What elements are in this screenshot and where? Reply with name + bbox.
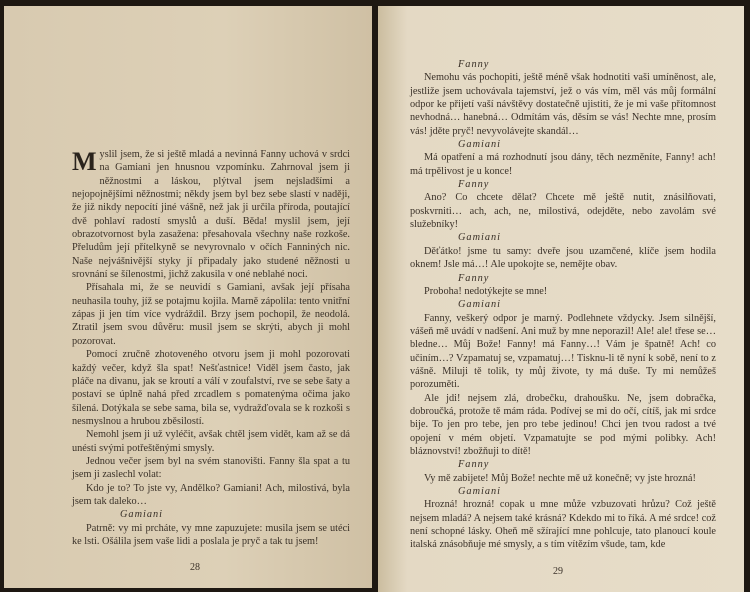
paragraph: Přísahala mi, že se neuvidí s Gamiani, avšak její přísaha neuhasila touhy, jíž se potajmu kojila. Marně zápolila: tento vnitřní zápas ji jen tím více vydráždil. Brzy jsem pochopil, že neodolá. Ztratil jsem svou důvěru: musil jsem se skrýti, abych ji mohl pozorovat. (72, 282, 350, 347)
paragraph: Hrozná! hrozná! copak u mne může vzbuzovati hrůzu? Což ještě nejsem mladá? A nejsem také krásná? Kdekdo mi to říká. A mé srdce! což není schopné lásky. Oheň mě sžírající mne pohlcuje, tato planoucí koule italská znásobňuje mé smysly, a s tím vítězím všude, tam, kde (410, 499, 716, 551)
left-page (4, 6, 372, 588)
paragraph: Jednou večer jsem byl na svém stanovišti. Fanny šla spat a tu jsem ji zaslechl volat: (72, 455, 350, 481)
paragraph: Proboha! nedotýkejte se mne! (424, 285, 548, 297)
paragraph: Kdo je to? To jste vy, Andělko? Gamiani! Ach, milostivá, byla jsem tak daleko… (72, 482, 350, 507)
page-number-left: 28 (190, 562, 200, 574)
paragraph (72, 148, 350, 281)
right-page-text (410, 58, 716, 552)
speaker-name: Gamiani (458, 139, 502, 151)
paragraph: Fanny, veškerý odpor je marný. Podlehnete vždycky. Jsem silnější, vášeň mě uvádí v nadšení. Ani muž by mne neporazil! Ale! ale! třese se… bledne… Můj Bože! Fanny! má Fanny…! Vám je špatně! Ach! co učiním…? Vzpamatuj se, vzpamatuj…! Tisknu-li tě nyní k sobě, není to z vášně. Miluji tě tolik, ty můj živote, ty má duše. Ty mi nemůžeš porozuměti. (410, 312, 716, 391)
paragraph: Patrně: vy mi prcháte, vy mne zapuzujete: musila jsem se utéci ke lsti. Ošálila jsem vaše lidi a poslala je pryč a tak tu jsem! (72, 522, 350, 547)
page-number-right: 29 (553, 565, 563, 577)
speaker-name: Gamiani (120, 509, 164, 521)
paragraph: Pomocí zručně zhotoveného otvoru jsem ji mohl pozorovati každý večer, když šla spat! Nešťastnice! Viděl jsem často, jak pláče na divanu, jak se kroutí a válí v zoufalství, rve se sebe šaty a postaví se úplně nahá před zrcadlem s pomatenýma očima jako šílená. Dotýkala se sebe sama, bila se, vydražďovala se k rozkoši s nesmyslnou a hrubou zběsilostí. (72, 349, 350, 427)
speaker-name: Fanny (458, 272, 490, 284)
paragraph: Má opatření a má rozhodnutí jsou dány, těch nezměníte, Fanny! ach! má trpělivost je u konce! (410, 152, 716, 177)
drop-cap: M (72, 147, 97, 176)
paragraph-text: yslil jsem, že si ještě mladá a nevinná Fanny uchová v srdci na Gamiani jen hnusnou vzpomínku. Zahrnoval jsem ji něžnostmi a láskou, plýtval jsem nejsladšími a nejopojnějšími něžnostmi; někdy jsem byl bez sebe slastí v naději, že již nikdy nepocítí jiné vášně, než jak ji určila příroda, poutající dvě pohlaví radostí smyslů a duší. Běda! myslil jsem, její obrazotvornost byla zasažena: přesahovala všechny naše rozkoše. Přeludům její přítelkyně se nevyrovnalo v očích Fanniných nic. Naše nejvášnivější styky jí připadaly jako studené něžnosti u srovnání se šílenostmi, jichž zakusila v oné neblahé noci. (72, 149, 350, 281)
speaker-name: Gamiani (458, 299, 502, 311)
speaker-name: Gamiani (458, 232, 502, 244)
right-page (378, 6, 744, 592)
speaker-name: Fanny (458, 459, 490, 471)
speaker-name: Fanny (458, 179, 490, 191)
speaker-name: Fanny (458, 59, 490, 70)
paragraph: Nemohu vás pochopiti, ještě méně však hodnotiti vaši umíněnost, ale, jestliže jsem uchovávala tajemství, jež o vás vím, měl vás můj formální odpor ke přijetí vaší návštěvy dostatečně ujistiti, že je mi vaše přítomnost nevhodná… hanebná… Odmítám vás, děsím se vás! Nechte mne, prosím vás! jděte pryč! nevyvolávejte skandál… (410, 72, 716, 137)
paragraph: Nemohl jsem ji už vyléčit, avšak chtěl jsem vidět, kam až se dá unésti svými potřeštěnými smysly. (72, 429, 350, 454)
paragraph: Děťátko! jsme tu samy: dveře jsou uzamčené, klíče jsem hodila oknem! Jsle má…! Ale upokojte se, nemějte obav. (410, 245, 716, 271)
paragraph: Vy mě zabijete! Můj Bože! nechte mě už konečně; vy jste hrozná! (424, 472, 696, 484)
speaker-name: Gamiani (458, 486, 502, 497)
paragraph: Ano? Co chcete dělat? Chcete mě ještě nutit, znásilňovati, poskvrniti… ach, ach, ne, milostivá, odejděte, nebo zavolám své služebníky! (410, 192, 716, 231)
paragraph: Ale jdi! nejsem zlá, drobečku, drahoušku. Ne, jsem dobračka, dobroučká, protože tě mám ráda. Podívej se mi do očí, cítíš, jak mi srdce bije. To jen pro tebe, jen pro tebe jedinou! Chci jen tvou radost a tvé opojení v mém objetí. Vzpamatujte se pod mými polibky. Ach! bláznovství! zbožňuji to dítě! (410, 392, 716, 457)
left-page-text (72, 148, 350, 548)
